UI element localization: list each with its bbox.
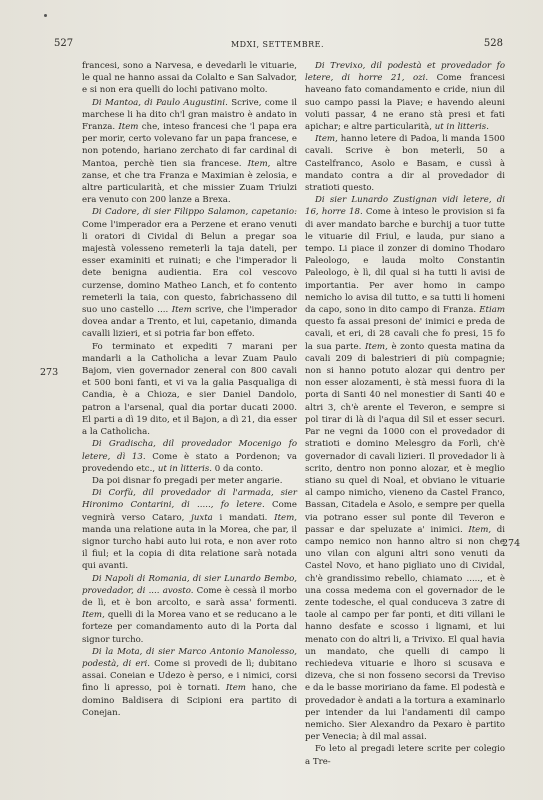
- text-run: Come vegnirà verso Cataro,: [82, 500, 297, 523]
- italic-text-run: Di Mantoa, di Paulo Augustini.: [92, 97, 228, 108]
- italic-text-run: Item: [225, 683, 246, 694]
- right-text-column: [305, 60, 505, 768]
- italic-text-run: Item,: [247, 158, 271, 169]
- paragraph: [82, 475, 297, 487]
- text-run: Fo leto al pregadi letere scrite per colegio a Tre-: [305, 744, 505, 767]
- text-run: hano, che domino Baldisera di Scipioni era partito di Conejan.: [82, 683, 297, 718]
- italic-text-run: juxta: [191, 512, 213, 523]
- text-run: questo fa assai presoni de' inimici e preda de cavali, et eri, di 28 cavali che fo presi, 15 fo la sua parte.: [305, 317, 505, 352]
- margin-number-right: 274: [502, 538, 521, 549]
- paragraph: [82, 646, 297, 719]
- text-run: Come è stato a Pordenon; va provedendo etc.,: [82, 451, 297, 474]
- italic-text-run: ut in litteris.: [434, 122, 489, 133]
- paragraph: [82, 60, 297, 97]
- paragraph: [82, 573, 297, 646]
- text-run: manda una relatione auta in la Morea, che par, il signor turcho habi auto lui rota, e non aver roto il fiul; et la copia di dita relatione sarà notada qui avanti.: [82, 524, 297, 572]
- text-run: Come francesi haveano fato comandamento e cride, niun dil suo campo passi la Piave; e havendo aleuni voluti passar, 4 ne erano stà presi et fati apichar; e altre particularità,: [305, 73, 505, 133]
- text-run: francesi, sono a Narvesa, e devedarli le vituarie, le qual ne hanno assai da Colalto e San Salvador, e si non era quelli do lochi pativano molto.: [82, 61, 297, 96]
- paragraph: [82, 97, 297, 207]
- text-run: Come si provedi de lì; dubitano assai. Coneian e Udezo è perso, e i nimici, corsi fino li apresso, poi è tornati.: [82, 658, 297, 694]
- italic-text-run: Di sier Lunardo Zustignan vidi letere, di 16, horre 18.: [305, 195, 505, 218]
- italic-text-run: Item,: [315, 134, 338, 145]
- text-run: Come è cessà il morbo de lì, et è bon arcolto, e sarà assa' formenti.: [82, 585, 297, 608]
- italic-text-run: Item,: [82, 610, 105, 621]
- text-run: scrive, che l'imperador dovea andar a Trento, et lui, capetanio, dimanda cavalli lizieri, et si potria far bon effeto.: [82, 305, 297, 340]
- text-run: 0 da conto.: [212, 463, 264, 474]
- text-run: Come à inteso le provision si fa di aver mandato barche e burchij a tuor tutte le vituarie dil Friul, e lauda, pur siano a tempo. Li piace il zonzer di domino Thodaro Paleologo, e lauda molto Constantin Paleologo, è lì, dil qual si ha tutti li avisi de importantia. Per aver homo in campo nemicho lo avisa dil tutto, e sa tutti li homeni da capo, sono in dito campo di Franza.: [305, 207, 506, 316]
- italic-text-run: Di Corfù, dil provedador di l'armada, sier Hironimo Contarini, di ....., fo letere.: [82, 488, 297, 511]
- text-run: di campo nemico non hanno altro si non che uno vilan con alguni altri sono venuti da Castel Novo, et hano pigliato uno di Cividal, ch'è grandissimo rebello, chiamato ....., et è una cossa medema con el governador de le zente todesche, el qual conduceva 3 zatre di taole al campo per far ponti, et diti villani le hanno desfate e scosso i lignami, et lui menato con do altri li, a Trivixo. El qual havia un mandato, che quelli di campo li rechiedeva vituarie e lhoro si scusava e dizeva, che si non fosseno secorsi da Treviso e da le basse moririano da fame. El podestà e provedador è andati a la tortura a examinarlo per intender da lui l'andamenti dil campo nemicho. Sier Alexandro da Pexaro è partito per Venecia; à dil mal assai.: [305, 524, 505, 743]
- italic-text-run: Item: [118, 122, 139, 133]
- italic-text-run: ut in litteris.: [157, 463, 213, 474]
- paragraph: [305, 133, 505, 194]
- italic-text-run: Item,: [364, 341, 388, 352]
- running-title: MDXI, SETTEMBRE.: [230, 40, 324, 49]
- italic-text-run: Di la Mota, di sier Marco Antonio Manolesso, podestà, di eri.: [82, 646, 297, 669]
- italic-text-run: Di Cadore, di sier Filippo Salamon, capetanio:: [92, 207, 297, 218]
- text-run: che, inteso francesi che 'l papa era per morir, certo volevano far un papa francese, e non potendo, hariano zerchato di far cardinal di Mantoa, perchè tien sia francese.: [82, 122, 297, 169]
- text-run: è zonto questa matina da cavali 209 di balestrieri di più compagnie; non si hanno potuto alozar qui dentro per non esser alozamenti, è stà messi fuora di la porta di Santi 40 nel monestier di Santi 40 e altri 3, ch'è arente el Teveron, e sempre si pol tirar di là di l'aqua dil Sil et esser securi. Par ne vegni da 1000 con el provedador di stratioti e domino Melesgro da Forlì, ch'è governador di cavali lizieri. Il provedador li à scrito, dentro non ponno alozar, et è meglio stiano su quel di Noal, et obviano le vituarie al campo nimicho, vieneno da Castel Franco, Bassan, Citadela e Asolo, e sempre per quella via potrano esser sul ponte dil Teveron e passar e dar speluzate a' inimici.: [305, 341, 506, 535]
- running-header: [52, 38, 503, 52]
- paragraph: [82, 206, 297, 340]
- text-run: Fo terminato et expediti 7 marani per mandarli a la Catholicha a levar Zuam Paulo Bajom, vien governador zeneral con 800 cavali et 500 boni fanti, et vi va la galia Pasqualiga di Candia, è a Chioza, e sier Daniel Dandolo, patron a l'arsenal, qual dia portar ducati 2000. El parti a dì 19 dito, et il Bajon, a dì 21, dia esser a la Catholicha.: [82, 341, 297, 438]
- text-run: Da poi disnar fo pregadi per meter angarie.: [92, 475, 283, 486]
- italic-text-run: Item: [171, 305, 192, 316]
- text-run: i mandati.: [212, 512, 275, 523]
- paragraph: [305, 743, 505, 767]
- page-number-right: 528: [483, 38, 503, 49]
- italic-text-run: Etiam: [479, 305, 505, 316]
- text-run: quelli di la Morea vano et se reducano a le forteze per comandamento auto di la Porta dal signor turcho.: [82, 610, 297, 645]
- text-run: altre zanse, et che tra Franza e Maximian è zelosia, e altre particularità, et che missier Zuam Triulzi era venuto con 200 lanze a Brexa.: [82, 158, 297, 206]
- text-run: Come l'imperador era a Perzene et erano venuti li oratori di Cividal di Belun a pregar soa majestà volesseno remeterli la taja dateli, per esser examiniti et ruinati; e che l'imperador li dete benigna audientia. Era col vescovo curzense, domino Matheo Lanch, et fo contento remeterli la taia, con questo, fabrichasseno dil suo uno castello ....: [82, 219, 297, 316]
- paragraph: [82, 487, 297, 572]
- paragraph: [305, 60, 505, 133]
- italic-text-run: Item,: [468, 524, 492, 535]
- text-run: hanno letere di Padoa, li manda 1500 cavali. Scrive è bon meterli, 50 a Castelfranco, Asolo e Basam, e cussì à mandato contra a dir al provedador di stratioti questo.: [305, 134, 505, 194]
- left-text-column: [82, 60, 297, 719]
- text-run: Scrive, come il marchese li ha dito ch'l gran maistro è andato in Franza.: [82, 97, 297, 133]
- paragraph: [82, 438, 297, 475]
- italic-text-run: Item,: [274, 512, 297, 523]
- paragraph: [82, 341, 297, 439]
- margin-number-left: 273: [40, 367, 59, 378]
- italic-text-run: Di Trevixo, dil podestà et provedador fo letere, di horre 21, ozi.: [305, 61, 505, 84]
- italic-text-run: Di Gradischa, dil provedador Mocenigo fo letere, dì 13.: [82, 439, 297, 462]
- page-number-left: 527: [54, 38, 74, 49]
- italic-text-run: Di Napoli di Romania, di sier Lunardo Bembo, provedador, di .... avosto.: [82, 573, 297, 596]
- print-speck: [44, 14, 47, 17]
- paragraph: [305, 194, 505, 743]
